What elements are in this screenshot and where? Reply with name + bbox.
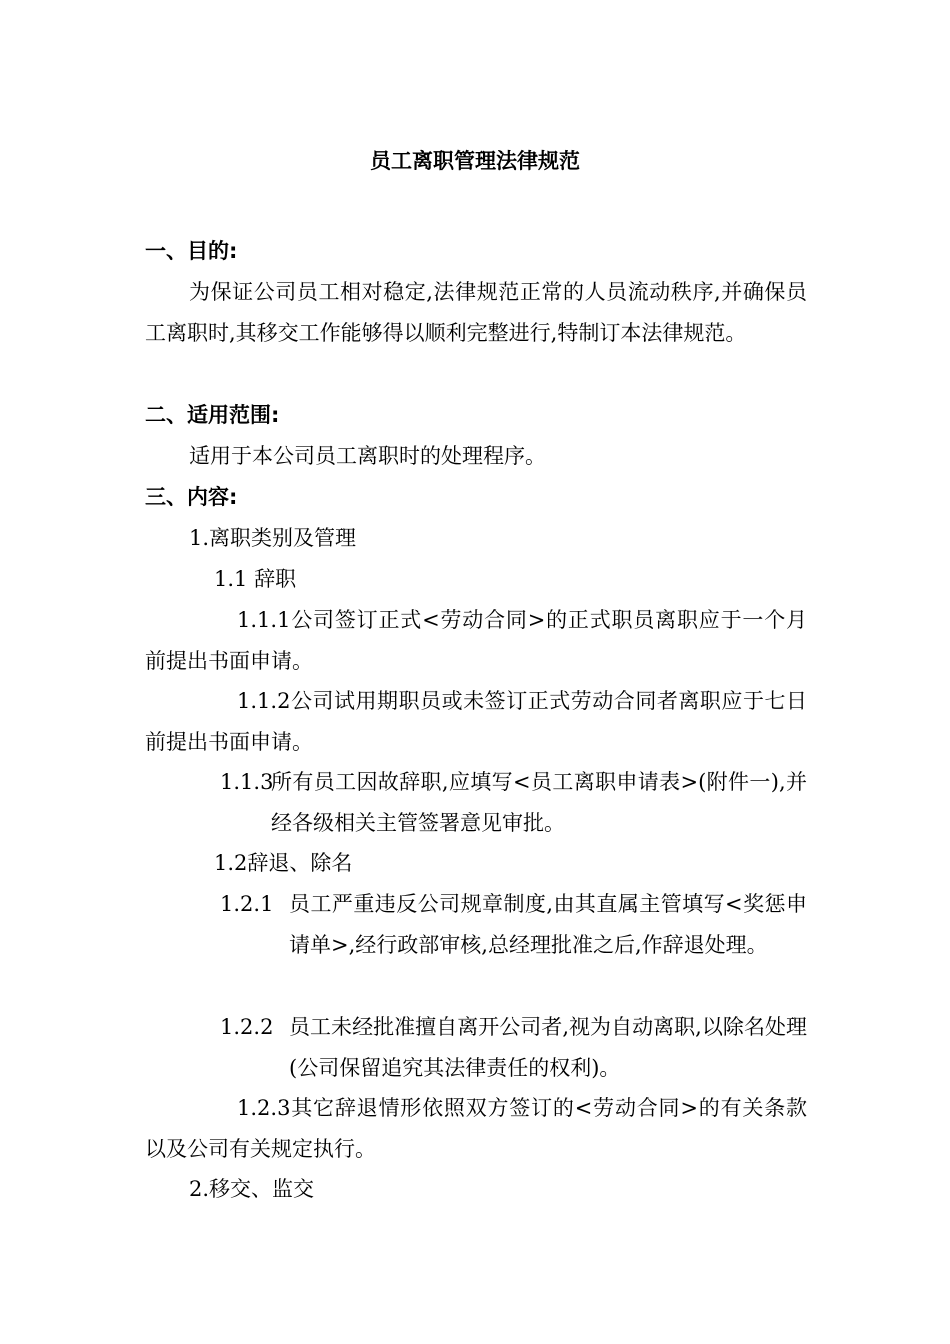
item-1-2-3-paragraph: 1.2.3其它辞退情形依照双方签订的<劳动合同>的有关条款以及公司有关规定执行。 xyxy=(145,1096,807,1161)
item-2-heading: 2.移交、监交 xyxy=(189,1177,315,1201)
purpose-paragraph: 为保证公司员工相对稳定,法律规范正常的人员流动秩序,并确保员工离职时,其移交工作能够得以顺利完整进行,特制订本法律规范。 xyxy=(145,280,807,345)
section-heading-content: 三、内容: xyxy=(145,485,238,509)
item-1-2-2-number: 1.2.2 xyxy=(220,1015,274,1039)
section-heading-purpose: 一、目的: xyxy=(145,239,238,263)
section-heading-scope: 二、适用范围: xyxy=(145,403,280,427)
item-1-1-1-paragraph: 1.1.1公司签订正式<劳动合同>的正式职员离职应于一个月前提出书面申请。 xyxy=(145,608,807,673)
item-1-1-heading: 1.1 辞职 xyxy=(214,567,297,591)
item-1-2-1-number: 1.2.1 xyxy=(220,892,274,916)
item-1-1-2-paragraph: 1.1.2公司试用期职员或未签订正式劳动合同者离职应于七日前提出书面申请。 xyxy=(145,689,807,754)
item-1-1-3-paragraph: 所有员工因故辞职,应填写<员工离职申请表>(附件一),并经各级相关主管签署意见审批。 xyxy=(271,770,807,835)
item-1-1-3-number: 1.1.3 xyxy=(220,770,274,794)
scope-paragraph: 适用于本公司员工离职时的处理程序。 xyxy=(189,444,546,468)
item-1-2-1-paragraph: 员工严重违反公司规章制度,由其直属主管填写<奖惩申请单>,经行政部审核,总经理批准之后,作辞退处理。 xyxy=(289,892,807,957)
item-1-2-2-paragraph: 员工未经批准擅自离开公司者,视为自动离职,以除名处理(公司保留追究其法律责任的权利)。 xyxy=(289,1015,807,1080)
document-title: 员工离职管理法律规范 xyxy=(370,149,580,173)
item-1-2-heading: 1.2辞退、除名 xyxy=(214,851,353,875)
item-1-heading: 1.离职类别及管理 xyxy=(189,526,357,550)
